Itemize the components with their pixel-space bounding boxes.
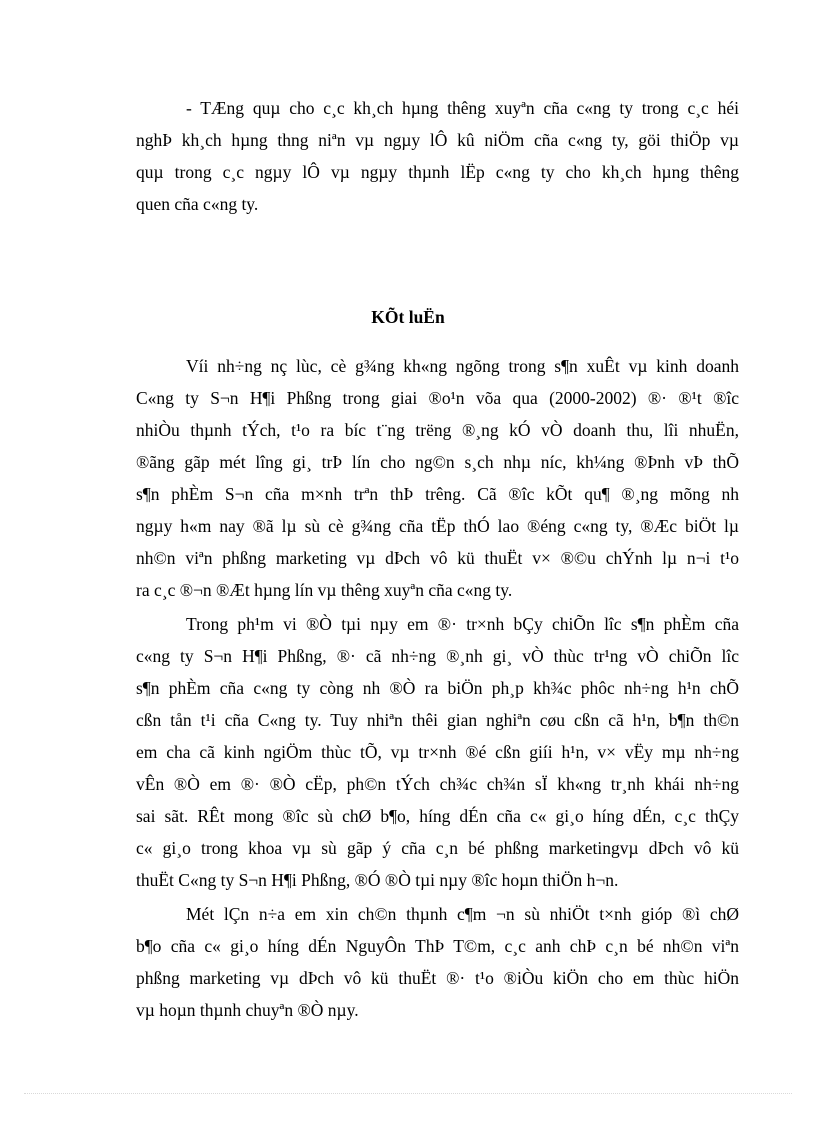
paragraph-line: C«ng ty S¬n H¶i Phßng trong giai ®o¹n võa qua (2000-2002) ®· ®¹t ®îc bbox=[136, 388, 739, 408]
paragraph-line: ngµy h«m nay ®ã lµ sù cè g¾ng cña tËp thÓ lao ®éng c«ng ty, ®Æc biÖt lµ bbox=[136, 516, 739, 536]
paragraph-line: sai sãt. RÊt mong ®îc sù chØ b¶o, híng dÉn cña c« gi¸o híng dÉn, c¸c thÇy bbox=[136, 806, 739, 826]
paragraph-line: ra c¸c ®¬n ®Æt hµng lín vµ thêng xuyªn cña c«ng ty. bbox=[136, 580, 513, 600]
paragraph-line: cßn tån t¹i cña C«ng ty. Tuy nhiªn thêi gian nghiªn cøu cßn cã h¹n, b¶n th©n bbox=[136, 710, 739, 730]
intro-line: - TÆng quµ cho c¸c kh¸ch hµng thêng xuyªn cña c«ng ty trong c¸c héi bbox=[186, 98, 739, 118]
paragraph-line: vµ hoµn thµnh chuyªn ®Ò nµy. bbox=[136, 1000, 359, 1020]
page-bottom-divider bbox=[24, 1093, 792, 1094]
intro-line: nghÞ kh¸ch hµng thng niªn vµ ngµy lÔ kû niÖm cña c«ng ty, göi thiÖp vµ bbox=[136, 130, 739, 150]
paragraph-line: nhiÒu thµnh tÝch, t¹o ra bíc t¨ng trëng ®¸ng kÓ vÒ doanh thu, lîi nhuËn, bbox=[136, 420, 739, 440]
paragraph-line: Víi nh÷ng nç lùc, cè g¾ng kh«ng ngõng trong s¶n xuÊt vµ kinh doanh bbox=[186, 356, 739, 376]
paragraph-line: thuËt C«ng ty S¬n H¶i Phßng, ®Ó ®Ò tµi nµy ®îc hoµn thiÖn h¬n. bbox=[136, 870, 619, 890]
paragraph-line: phßng marketing vµ dÞch vô kü thuËt ®· t¹o ®iÒu kiÖn cho em thùc hiÖn bbox=[136, 968, 739, 988]
paragraph-line: c«ng ty S¬n H¶i Phßng, ®· cã nh÷ng ®¸nh gi¸ vÒ thùc tr¹ng vÒ chiÕn lîc bbox=[136, 646, 739, 666]
paragraph-line: vÊn ®Ò em ®· ®Ò cËp, ph©n tÝch ch¾c ch¾n sÏ kh«ng tr¸nh khái nh÷ng bbox=[136, 774, 739, 794]
paragraph-line: c« gi¸o trong khoa vµ sù gãp ý cña c¸n bé phßng marketingvµ dÞch vô kü bbox=[136, 838, 739, 858]
paragraph-line: ®ãng gãp mét lîng gi¸ trÞ lín cho ng©n s¸ch nhµ níc, kh¼ng ®Þnh vÞ thÕ bbox=[136, 452, 739, 472]
intro-line: quµ trong c¸c ngµy lÔ vµ ngµy thµnh lËp c«ng ty cho kh¸ch hµng thêng bbox=[136, 162, 739, 182]
intro-line: quen cña c«ng ty. bbox=[136, 194, 259, 214]
paragraph-line: Mét lÇn n÷a em xin ch©n thµnh c¶m ¬n sù nhiÖt t×nh gióp ®ì chØ bbox=[186, 904, 739, 924]
paragraph-line: em cha cã kinh ngiÖm thùc tÕ, vµ tr×nh ®é cßn giíi h¹n, v× vËy mµ nh÷ng bbox=[136, 742, 739, 762]
paragraph-line: Trong ph¹m vi ®Ò tµi nµy em ®· tr×nh bÇy chiÕn lîc s¶n phÈm cña bbox=[186, 614, 739, 634]
paragraph-line: b¶o cña c« gi¸o híng dÉn NguyÔn ThÞ T©m, c¸c anh chÞ c¸n bé nh©n viªn bbox=[136, 936, 739, 956]
paragraph-line: nh©n viªn phßng marketing vµ dÞch vô kü thuËt v× ®©u chÝnh lµ n¬i t¹o bbox=[136, 548, 739, 568]
paragraph-line: s¶n phÈm S¬n cña m×nh trªn thÞ trêng. Cã ®îc kÕt qu¶ ®¸ng mõng nh bbox=[136, 484, 739, 504]
paragraph-line: s¶n phÈm cña c«ng ty còng nh ®Ò ra biÖn ph¸p kh¾c phôc nh÷ng h¹n chÕ bbox=[136, 678, 739, 698]
section-heading: KÕt luËn bbox=[371, 307, 445, 327]
